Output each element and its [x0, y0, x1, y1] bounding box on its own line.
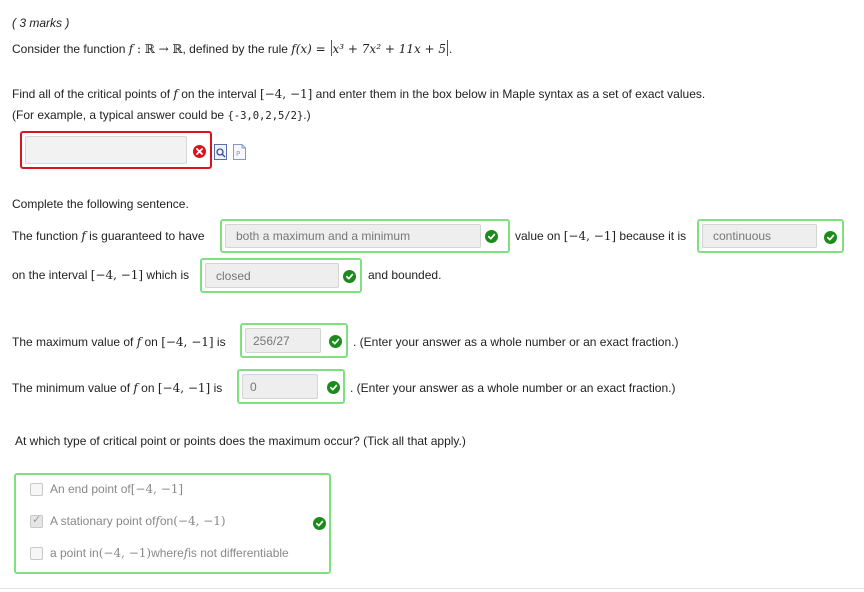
maximum-label: The maximum value of f on [−4, −1] is — [12, 335, 226, 349]
intro-text: Consider the function f : ℝ → ℝ, defined by the rule f(x) = x³ + 7x² + 11x + 5 . — [12, 42, 453, 56]
correct-icon — [824, 231, 837, 244]
correct-icon — [313, 517, 326, 530]
divider — [0, 588, 864, 589]
option-non-differentiable[interactable]: a point in (−4, −1) where f is not differentiable — [30, 546, 289, 560]
continuity-dropdown[interactable] — [697, 219, 844, 253]
interval-type-dropdown[interactable] — [200, 258, 362, 293]
preview-icon[interactable] — [214, 144, 227, 163]
svg-text:P: P — [236, 150, 241, 158]
minimum-answer-box — [237, 369, 345, 404]
incorrect-icon — [193, 145, 206, 158]
critical-points-box — [20, 131, 212, 169]
marks-label: ( 3 marks ) — [12, 16, 70, 30]
interval-type-dropdown-value: closed — [205, 263, 339, 288]
extrema-dropdown[interactable] — [220, 219, 510, 253]
sentence-part-1: The function f is guaranteed to have — [12, 229, 205, 243]
correct-icon — [329, 335, 342, 348]
option-endpoint[interactable]: An end point of [−4, −1] — [30, 482, 183, 496]
minimum-input[interactable]: 0 — [242, 374, 318, 399]
task-line-1: Find all of the critical points of f on the interval [−4, −1] and enter them in the box below in Maple syntax as a set of exact values. — [12, 87, 706, 101]
extrema-dropdown-value: both a maximum and a minimum — [225, 224, 481, 248]
sentence-part-4: and bounded. — [368, 268, 442, 282]
sentence-heading: Complete the following sentence. — [12, 197, 189, 211]
sentence-part-2: value on [−4, −1] because it is — [515, 229, 687, 243]
task-line-2: (For example, a typical answer could be {-3,0,2,5/2}.) — [12, 108, 311, 122]
correct-icon — [343, 270, 356, 283]
checkbox[interactable] — [30, 547, 43, 560]
maximum-note: . (Enter your answer as a whole number or an exact fraction.) — [353, 335, 679, 349]
continuity-dropdown-value: continuous — [702, 224, 817, 248]
correct-icon — [485, 230, 498, 243]
minimum-note: . (Enter your answer as a whole number or an exact fraction.) — [350, 381, 676, 395]
option-stationary-point[interactable]: ✓ A stationary point of f on (−4, −1) — [30, 514, 226, 528]
checkbox[interactable] — [30, 483, 43, 496]
question-text: At which type of critical point or points does the maximum occur? (Tick all that apply.) — [15, 434, 466, 448]
sentence-part-3: on the interval [−4, −1] which is — [12, 268, 190, 282]
checkbox-checked[interactable] — [30, 515, 43, 528]
minimum-label: The minimum value of f on [−4, −1] is — [12, 381, 223, 395]
syntax-help-icon[interactable] — [233, 144, 246, 163]
maximum-answer-box — [240, 323, 348, 358]
maximum-input[interactable]: 256/27 — [245, 328, 321, 353]
critical-points-input[interactable] — [25, 136, 187, 164]
correct-icon — [327, 381, 340, 394]
